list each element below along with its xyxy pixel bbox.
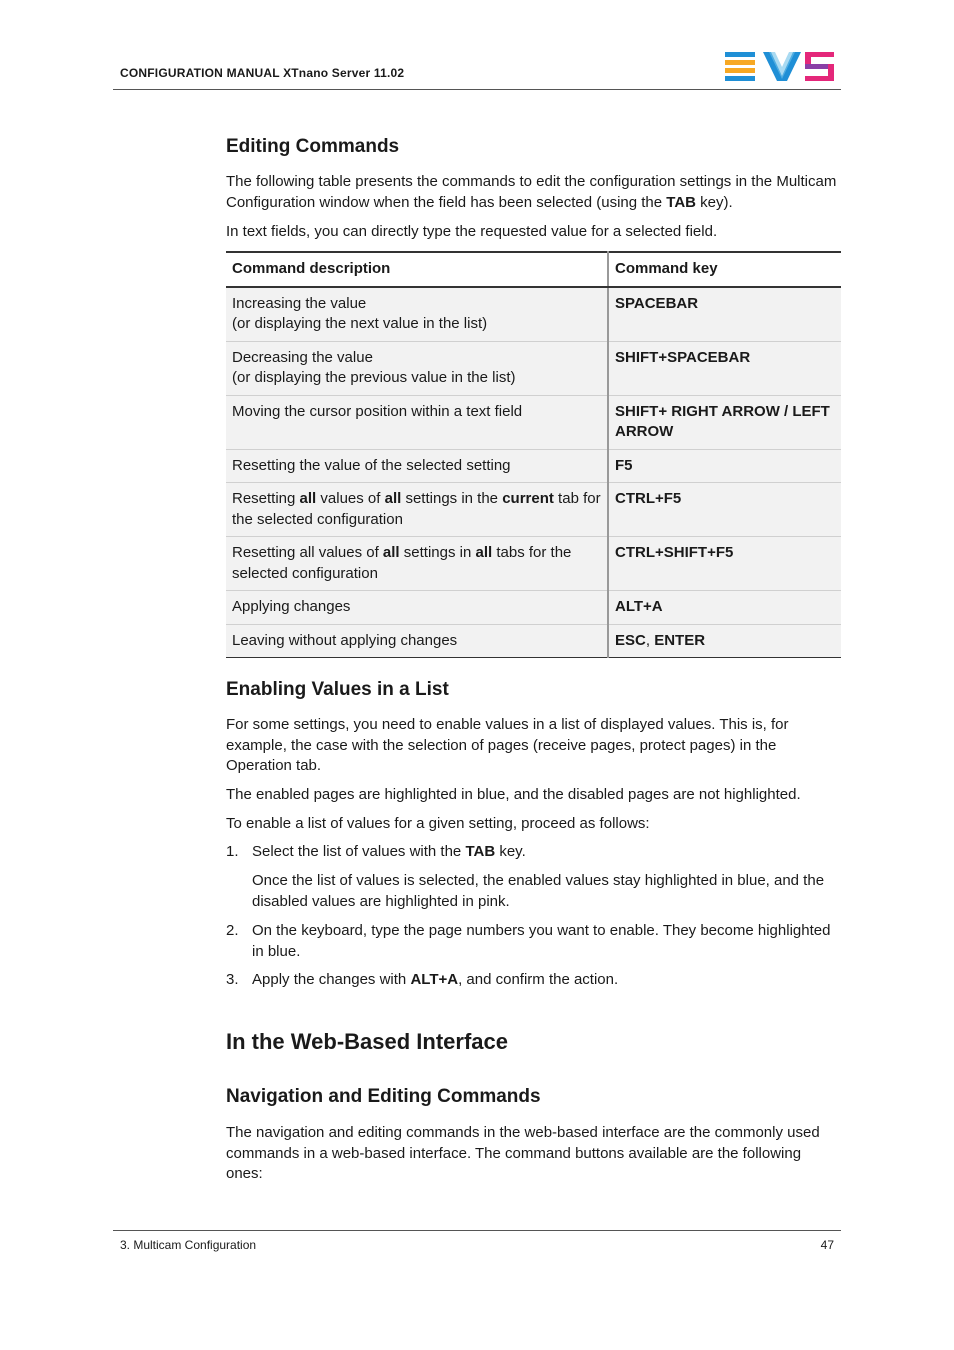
commands-table [226,251,841,658]
step-text: On the keyboard, type the page numbers you want to enable. They become highlighted in blue. [252,922,831,960]
text-run: (or displaying the previous value in the list) [232,369,516,386]
step-number: 1. [226,843,239,860]
text-fields-paragraph: In text fields, you can directly type the requested value for a selected field. [226,223,718,240]
bold-run: TAB [465,843,496,860]
key-run: ESC [615,631,646,649]
navigation-editing-heading: Navigation and Editing Commands [226,1086,541,1107]
page-number: 47 [820,1238,834,1252]
text-run: , and confirm the action. [458,971,619,988]
navigation-intro-paragraph: The navigation and editing commands in the web-based interface are the commonly used commands in a web-based interface. The command buttons available are the following ones: [226,1124,820,1182]
text-run: Apply the changes with [252,971,411,988]
column-header-key: Command key [608,252,841,287]
command-key: SHIFT+SPACEBAR [608,341,841,395]
command-description [226,287,608,342]
text-run: Decreasing the value [232,348,373,366]
footer-rule [113,1230,841,1231]
text-run: key. [495,843,526,860]
table-row [226,624,841,658]
text-run: settings in the [401,490,503,507]
text-run: settings in [399,544,476,561]
text-run: Increasing the value [232,294,367,312]
command-description [226,537,608,591]
step-text [252,970,842,991]
bold-run: all [382,544,400,561]
text-run: values of [316,490,385,507]
enabling-intro-paragraph: For some settings, you need to enable values in a list of displayed values. This is, for example, the case with the selection of pages (receive pages, protect pages) in the Operation tab. [226,716,789,774]
step-number: 3. [226,971,239,988]
footer-chapter: 3. Multicam Configuration [120,1238,257,1252]
column-header-description: Command description [226,252,608,287]
text-run: (or displaying the next value in the list) [232,315,488,332]
command-key: SPACEBAR [608,287,841,342]
command-description [226,341,608,395]
step-note: Once the list of values is selected, the enabled values stay highlighted in blue, and the disabled values are highlighted in pink. [252,872,825,910]
text-run: tab for the selected configuration [232,490,601,528]
text-run: tabs for the selected configuration [232,544,572,582]
header-rule [113,89,841,90]
table-row [226,449,841,483]
text-run: key). [696,193,733,211]
command-key: CTRL+SHIFT+F5 [608,537,841,591]
table-header-row [226,252,841,287]
table-row [226,395,841,449]
tab-key-label: TAB [666,193,696,211]
header-title: CONFIGURATION MANUAL XTnano Server 11.02 [120,66,405,80]
key-run: ENTER [654,631,706,649]
command-description: Leaving without applying changes [226,624,608,658]
step-text [252,842,842,863]
command-key [608,624,841,658]
table-row [226,341,841,395]
text-run: The following table presents the commands to edit the configuration settings in the Multicam Configuration window when the field has been selected (using the [226,173,837,211]
command-description: Resetting the value of the selected setting [226,449,608,483]
enabled-pages-paragraph: The enabled pages are highlighted in blue, and the disabled pages are not highlighted. [226,786,801,803]
command-description: Applying changes [226,591,608,625]
bold-run: all [299,490,317,507]
separator: , [645,631,655,649]
evs-logo [725,52,835,82]
enabling-values-heading: Enabling Values in a List [226,679,449,700]
text-run: Resetting all values of [232,544,383,561]
command-description: Moving the cursor position within a text field [226,395,608,449]
table-row [226,287,841,342]
table-row [226,591,841,625]
bold-run: all [475,544,493,561]
text-run: Select the list of values with the [252,843,466,860]
editing-intro-paragraph [226,172,841,213]
table-row [226,537,841,591]
web-interface-heading: In the Web-Based Interface [226,1029,508,1054]
step-number: 2. [226,922,239,939]
bold-run: ALT+A [410,971,459,988]
command-key: ALT+A [608,591,841,625]
command-key: F5 [608,449,841,483]
text-run: Resetting [232,490,300,507]
command-description [226,483,608,537]
bold-run: current [502,490,554,507]
table-row [226,483,841,537]
bold-run: all [384,490,402,507]
command-key: CTRL+F5 [608,483,841,537]
command-key: SHIFT+ RIGHT ARROW / LEFT ARROW [608,395,841,449]
procedure-intro-paragraph: To enable a list of values for a given setting, proceed as follows: [226,815,650,832]
editing-commands-heading: Editing Commands [226,136,400,157]
